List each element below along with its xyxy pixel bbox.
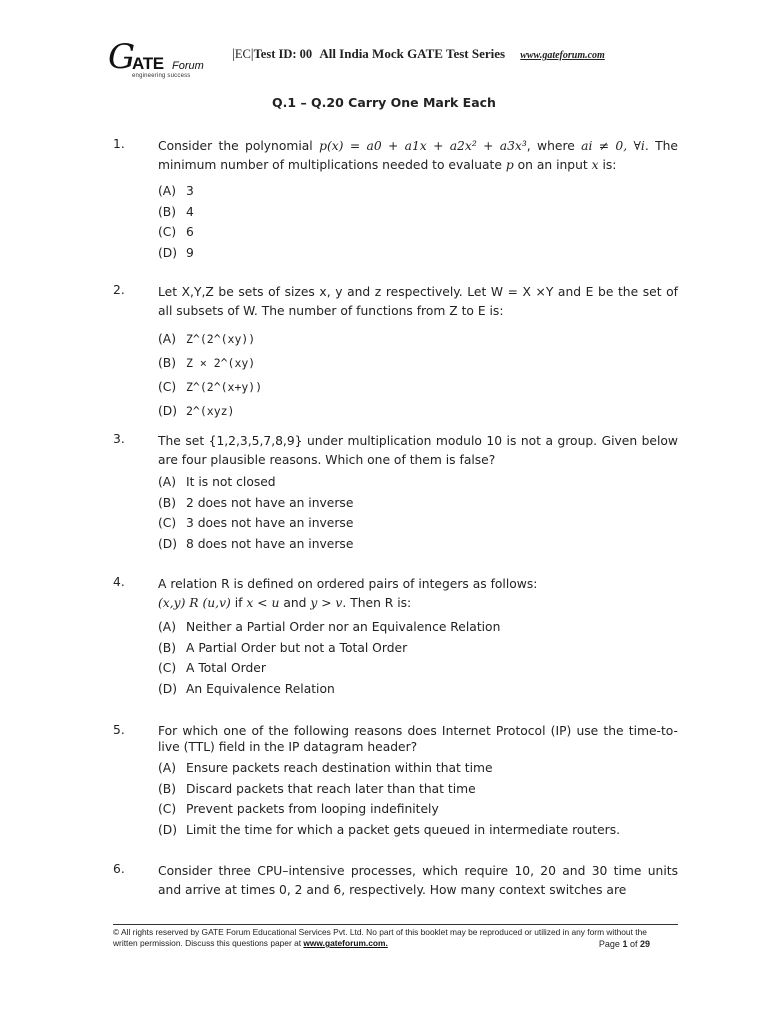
option-c[interactable]: (C) 3 does not have an inverse bbox=[158, 516, 354, 530]
option-a[interactable]: (A) 3 bbox=[158, 184, 194, 198]
question-number: 4. bbox=[113, 575, 125, 589]
question-2 bbox=[113, 283, 678, 423]
question-stem: The set {1,2,3,5,7,8,9} under multiplication modulo 10 is not a group. Given below are four plausible reasons. Which one of them is false? bbox=[158, 434, 678, 467]
option-d[interactable]: (D) 2^(xyz) bbox=[158, 404, 235, 418]
question-5 bbox=[113, 723, 678, 840]
page-footer bbox=[113, 924, 678, 949]
option-a[interactable]: (A) Z^(2^(xy)) bbox=[158, 332, 256, 346]
option-b[interactable]: (B) Discard packets that reach later than that time bbox=[158, 781, 476, 796]
option-b[interactable]: (B) A Partial Order but not a Total Order bbox=[158, 640, 408, 655]
question-number: 5. bbox=[113, 723, 125, 737]
question-6 bbox=[113, 862, 678, 900]
question-stem: Let X,Y,Z be sets of sizes x, y and z respectively. Let W = X ×Y and E be the set of all subsets of W. The number of functions from Z to E is: bbox=[158, 285, 678, 318]
option-d[interactable]: (D) 9 bbox=[158, 245, 194, 260]
question-stem: A relation R is defined on ordered pairs of integers as follows: bbox=[158, 577, 538, 591]
question-3 bbox=[113, 432, 678, 554]
logo-letter-g: G bbox=[108, 37, 136, 77]
option-b[interactable]: (B) Z × 2^(xy) bbox=[158, 356, 256, 370]
test-series-title: All India Mock GATE Test Series bbox=[319, 46, 506, 61]
option-b[interactable]: (B) 4 bbox=[158, 204, 194, 219]
page-number: Page 1 of 29 bbox=[598, 939, 650, 949]
option-list bbox=[158, 472, 678, 554]
question-1 bbox=[113, 137, 678, 263]
option-a[interactable]: (A) It is not closed bbox=[158, 475, 276, 489]
question-4 bbox=[113, 575, 678, 699]
option-a[interactable]: (A) Ensure packets reach destination within that time bbox=[158, 761, 493, 775]
option-list bbox=[158, 181, 678, 263]
option-c[interactable]: (C) A Total Order bbox=[158, 661, 266, 675]
logo-text-forum: Forum bbox=[172, 60, 204, 72]
polynomial-expression: p(x) = a0 + a1x + a2x² + a3x³ bbox=[319, 139, 527, 153]
test-id: Test ID: 00 bbox=[253, 47, 313, 61]
option-d[interactable]: (D) 8 does not have an inverse bbox=[158, 536, 354, 551]
branch-code: EC bbox=[234, 47, 251, 61]
option-d[interactable]: (D) Limit the time for which a packet gets queued in intermediate routers. bbox=[158, 822, 621, 837]
footer-website-link[interactable]: www.gateforum.com. bbox=[303, 938, 388, 948]
option-c[interactable]: (C) Prevent packets from looping indefinitely bbox=[158, 802, 439, 816]
question-number: 3. bbox=[113, 432, 125, 446]
header-test-info bbox=[232, 46, 605, 63]
option-c[interactable]: (C) 6 bbox=[158, 225, 194, 239]
question-stem: Consider three CPU–intensive processes, which require 10, 20 and 30 time units and arrive at times 0, 2 and 6, respectively. How many context switches are bbox=[158, 864, 678, 897]
question-number: 2. bbox=[113, 283, 125, 297]
header-separator: | bbox=[232, 47, 235, 62]
logo-tagline: engineering success bbox=[132, 73, 191, 79]
footer-discuss-line: written permission. Discuss this questions paper at www.gateforum.com. bbox=[113, 938, 388, 948]
logo-text-ate: ATE bbox=[132, 54, 164, 73]
header-separator: | bbox=[250, 47, 254, 62]
option-list bbox=[158, 327, 678, 423]
coefficient-condition: ai ≠ 0, ∀i bbox=[581, 139, 645, 153]
set-expression: {1,2,3,5,7,8,9} bbox=[208, 434, 303, 448]
section-title: Q.1 – Q.20 Carry One Mark Each bbox=[272, 95, 496, 110]
question-stem: For which one of the following reasons does Internet Protocol (IP) use the time-to-live (TTL) field in the IP datagram header? bbox=[158, 724, 678, 754]
gateforum-logo bbox=[108, 37, 218, 84]
page-header bbox=[108, 38, 680, 84]
option-b[interactable]: (B) 2 does not have an inverse bbox=[158, 495, 354, 510]
question-stem: Consider the polynomial p(x) = a0 + a1x + a2x² + a3x³, where ai ≠ 0, ∀i. The minimum number of multiplications needed to evaluate p on an input x is: bbox=[158, 139, 678, 172]
option-list bbox=[158, 758, 678, 840]
relation-definition: (x,y) R (u,v) if x < u and y > v. Then R is: bbox=[158, 596, 412, 610]
copyright-notice: © All rights reserved by GATE Forum Educational Services Pvt. Ltd. No part of this booklet may be reproduced or utilized in any form without the bbox=[113, 927, 647, 937]
option-c[interactable]: (C) Z^(2^(x+y)) bbox=[158, 380, 263, 394]
question-number: 1. bbox=[113, 137, 125, 151]
header-website-link[interactable]: www.gateforum.com bbox=[520, 50, 605, 61]
question-number: 6. bbox=[113, 862, 125, 876]
option-d[interactable]: (D) An Equivalence Relation bbox=[158, 681, 335, 696]
option-list bbox=[158, 617, 678, 699]
option-a[interactable]: (A) Neither a Partial Order nor an Equivalence Relation bbox=[158, 620, 501, 634]
